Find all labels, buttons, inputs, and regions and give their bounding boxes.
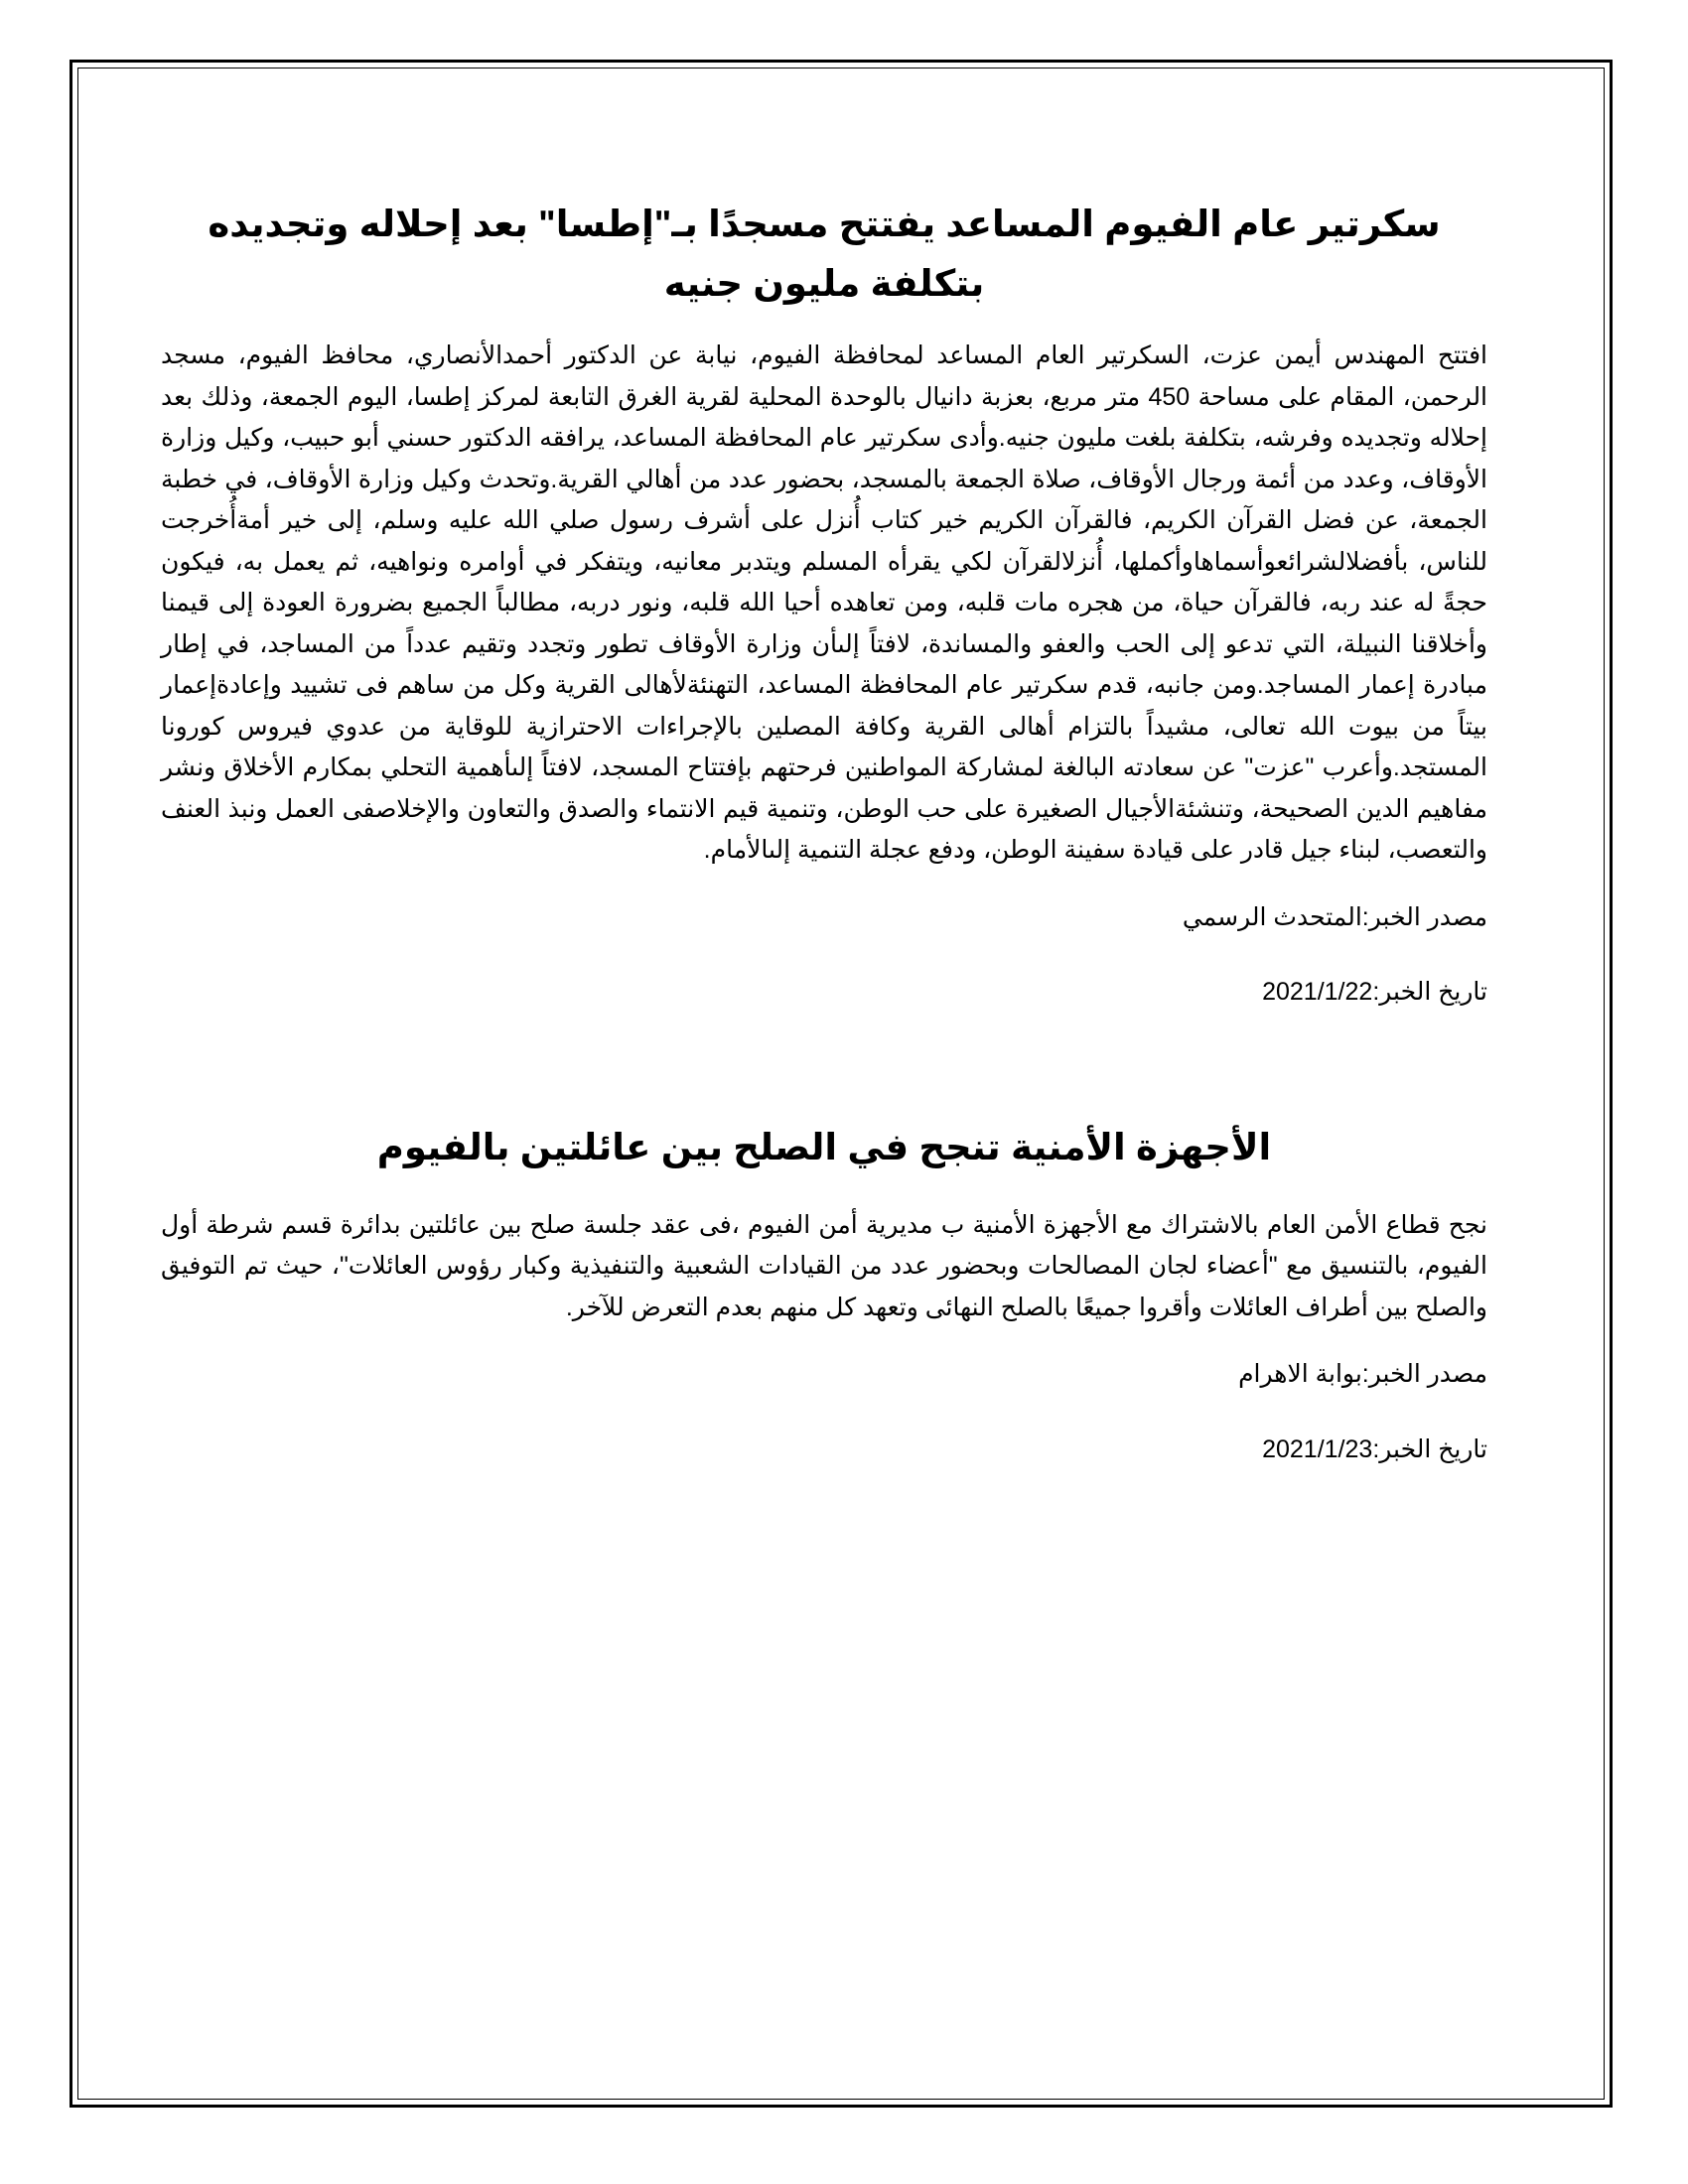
news-date-label: تاريخ الخبر: bbox=[1372, 978, 1487, 1006]
news-source-label: مصدر الخبر: bbox=[1361, 902, 1487, 931]
news-date-label: تاريخ الخبر: bbox=[1372, 1434, 1487, 1463]
news-date bbox=[161, 1430, 1487, 1471]
news-source-value: بوابة الاهرام bbox=[1238, 1360, 1362, 1388]
news-date-value: 2021/1/23 bbox=[1262, 1434, 1373, 1463]
news-source bbox=[161, 897, 1487, 939]
news-source-value: المتحدث الرسمي bbox=[1182, 902, 1362, 931]
news-article-reconciliation bbox=[161, 1118, 1487, 1471]
document-content bbox=[161, 195, 1487, 1470]
news-date-value: 2021/1/22 bbox=[1262, 978, 1373, 1006]
news-date bbox=[161, 972, 1487, 1014]
news-article-mosque bbox=[161, 195, 1487, 1014]
news-source bbox=[161, 1354, 1487, 1396]
news-source-label: مصدر الخبر: bbox=[1361, 1360, 1487, 1388]
article-title: الأجهزة الأمنية تنجح في الصلح بين عائلتين بالفيوم bbox=[376, 1126, 1272, 1167]
article-body: افتتح المهندس أيمن عزت، السكرتير العام المساعد لمحافظة الفيوم، نيابة عن الدكتور أحمدالأنصاري، محافظ الفيوم، مسجد الرحمن، المقام على مساحة 450 متر مربع، بعزبة دانيال بالوحدة المحلية لقرية الغرق التابعة لمركز إطسا، اليوم الجمعة، وذلك بعد إحلاله وتجديده وفرشه، بتكلفة بلغت مليون جنيه.وأدى سكرتير عام المحافظة المساعد، يرافقه الدكتور حسني أبو حبيب، وكيل وزارة الأوقاف، وعدد من أئمة ورجال الأوقاف، صلاة الجمعة بالمسجد، بحضور عدد من أهالي القرية.وتحدث وكيل وزارة الأوقاف، في خطبة الجمعة، عن فضل القرآن الكريم، فالقرآن الكريم خير كتاب أُنزل على أشرف رسول صلي الله عليه وسلم، إلى خير أمةأُخرجت للناس، بأفضلالشرائعوأسماهاوأكملها، أُنزلالقرآن لكي يقرأه المسلم ويتدبر معانيه، ويتفكر في أوامره ونواهيه، ثم يعمل به، فيكون حجةً له عند ربه، فالقرآن حياة، من هجره مات قلبه، ومن تعاهده أحيا الله قلبه، ونور دربه، مطالباً الجميع بضرورة العودة إلى قيمنا وأخلاقنا النبيلة، التي تدعو إلى الحب والعفو والمساندة، لافتاً إلىأن وزارة الأوقاف تطور وتجدد وتقيم عدداً من المساجد، في إطار مبادرة إعمار المساجد.ومن جانبه، قدم سكرتير عام المحافظة المساعد، التهنئةلأهالى القرية وكل من ساهم فى تشييد وإعادةإعمار بيتاً من بيوت الله تعالى، مشيداً بالتزام أهالى القرية وكافة المصلين بالإجراءات الاحترازية للوقاية من عدوي فيروس كورونا المستجد.وأعرب "عزت" عن سعادته البالغة لمشاركة المواطنين فرحتهم بإفتتاح المسجد، لافتاً إلىأهمية التحلي بمكارم الأخلاق ونشر مفاهيم الدين الصحيحة، وتنشئةالأجيال الصغيرة على حب الوطن، وتنمية قيم الانتماء والصدق والتعاون والإخلاصفى العمل ونبذ العنف والتعصب، لبناء جيل قادر على قيادة سفينة الوطن، ودفع عجلة التنمية إلىالأمام. bbox=[161, 341, 1488, 864]
article-body: نجح قطاع الأمن العام بالاشتراك مع الأجهزة الأمنية ب مديرية أمن الفيوم ،فى عقد جلسة صلح بين عائلتين بدائرة قسم شرطة أول الفيوم، بالتنسيق مع "أعضاء لجان المصالحات وبحضور عدد من القيادات الشعبية والتنفيذية وكبار رؤوس العائلات"، حيث تم التوفيق والصلح بين أطراف العائلات وأقروا جميعًا بالصلح النهائى وتعهد كل منهم بعدم التعرض للآخر. bbox=[161, 1210, 1487, 1321]
article-title: سكرتير عام الفيوم المساعد يفتتح مسجدًا بـ"إطسا" بعد إحلاله وتجديده بتكلفة مليون جنيه bbox=[208, 204, 1441, 304]
